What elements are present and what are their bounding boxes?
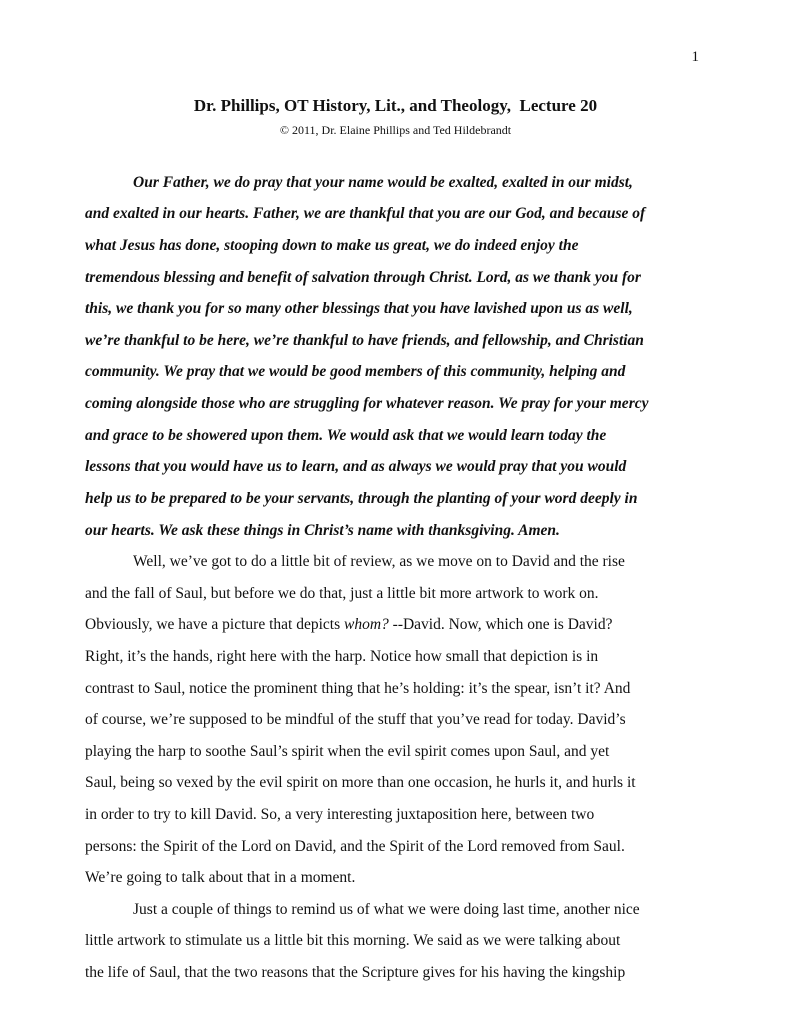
paragraph-line: We’re going to talk about that in a moment. (85, 869, 356, 886)
prayer-line: Our Father, we do pray that your name would be exalted, exalted in our midst, (133, 174, 633, 191)
prayer-line: and grace to be showered upon them. We would ask that we would learn today the (85, 427, 607, 444)
paragraph-line: Just a couple of things to remind us of what we were doing last time, another nice (133, 901, 640, 918)
prayer-line: help us to be prepared to be your servants, through the planting of your word deeply in (85, 490, 638, 507)
paragraph-line: and the fall of Saul, but before we do that, just a little bit more artwork to work on. (85, 585, 599, 602)
paragraph-line: little artwork to stimulate us a little bit this morning. We said as we were talking about (85, 932, 621, 949)
paragraph-line: Well, we’ve got to do a little bit of review, as we move on to David and the rise (133, 553, 625, 570)
paragraph-line: persons: the Spirit of the Lord on David, and the Spirit of the Lord removed from Saul. (85, 838, 625, 855)
prayer-line: this, we thank you for so many other blessings that you have lavished upon us as well, (85, 300, 633, 317)
prayer-line: lessons that you would have us to learn, and as always we would pray that you would (85, 458, 627, 475)
prayer-line: tremendous blessing and benefit of salvation through Christ. Lord, as we thank you for (85, 269, 641, 286)
paragraph-line: Saul, being so vexed by the evil spirit on more than one occasion, he hurls it, and hurls it (85, 774, 636, 791)
page-number: 1 (691, 49, 699, 65)
paragraph-line: of course, we’re supposed to be mindful of the stuff that you’ve read for today. David’s (85, 711, 626, 728)
prayer-line: coming alongside those who are struggling for whatever reason. We pray for your mercy (85, 395, 649, 412)
paragraph-line: in order to try to kill David. So, a very interesting juxtaposition here, between two (85, 806, 595, 823)
prayer-line: we’re thankful to be here, we’re thankful to have friends, and fellowship, and Christian (85, 332, 644, 349)
prayer-line: what Jesus has done, stooping down to make us great, we do indeed enjoy the (85, 237, 579, 254)
paragraph-line (85, 614, 612, 636)
prayer-line: community. We pray that we would be good members of this community, helping and (85, 363, 626, 380)
line-segment: Obviously, we have a picture that depicts (85, 616, 344, 633)
paragraph-line: playing the harp to soothe Saul’s spirit when the evil spirit comes upon Saul, and yet (85, 743, 610, 760)
paragraph-line: Right, it’s the hands, right here with the harp. Notice how small that depiction is in (85, 648, 599, 665)
prayer-line: our hearts. We ask these things in Christ’s name with thanksgiving. Amen. (85, 522, 560, 539)
document-title: Dr. Phillips, OT History, Lit., and Theology, Lecture 20 (193, 96, 598, 115)
paragraph-line: the life of Saul, that the two reasons that the Scripture gives for his having the kingship (85, 964, 626, 981)
paragraph-line: contrast to Saul, notice the prominent thing that he’s holding: it’s the spear, isn’t it? And (85, 680, 631, 697)
prayer-line: and exalted in our hearts. Father, we are thankful that you are our God, and because of (85, 205, 646, 222)
copyright-line: © 2011, Dr. Elaine Phillips and Ted Hildebrandt (279, 123, 512, 137)
line-segment: --David. Now, which one is David? (388, 616, 613, 633)
emphasized-word: whom? (343, 616, 389, 633)
